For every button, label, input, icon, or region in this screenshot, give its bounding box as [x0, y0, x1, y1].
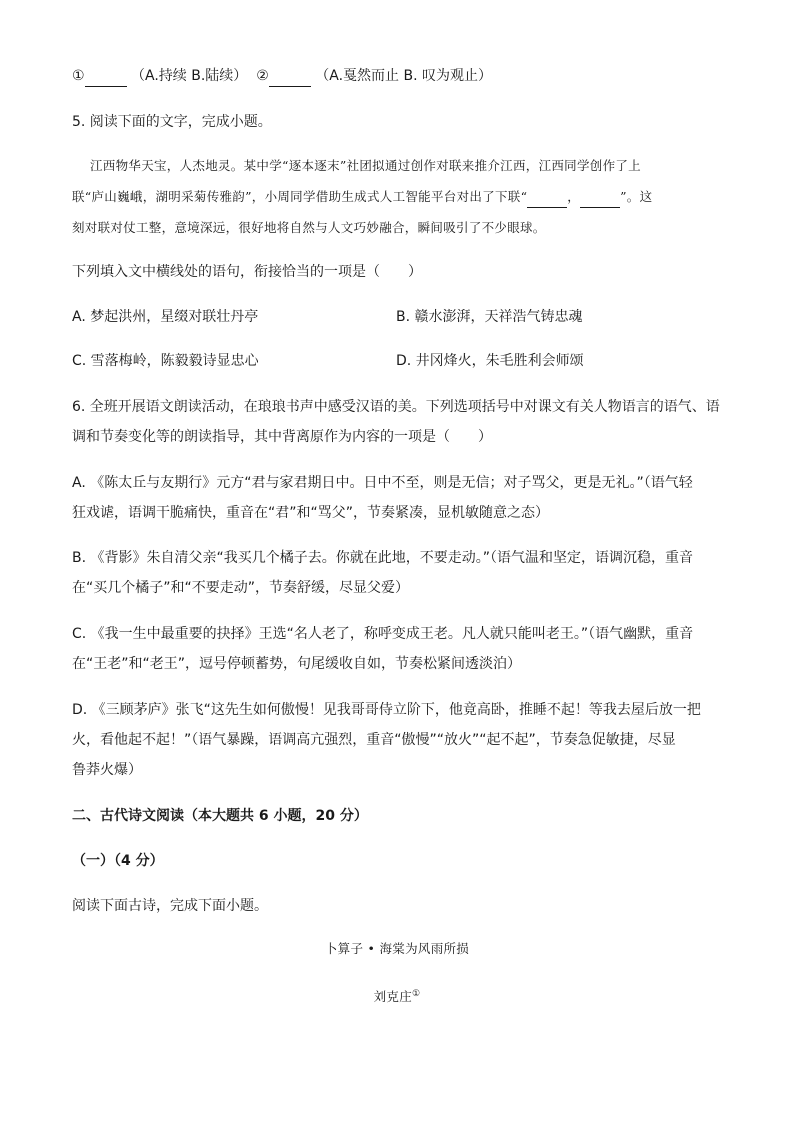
- q6-option-d-line-1[interactable]: D. 《三顾茅庐》张飞“这先生如何傲慢！见我哥哥侍立阶下，他竟高卧，推睡不起！等我去屋后放一把: [72, 702, 701, 718]
- q6-stem-line-1: 6. 全班开展语文朗读活动，在琅琅书声中感受汉语的美。下列选项括号中对课文有关人物语言的语气、语: [72, 399, 720, 415]
- q5-option-a[interactable]: A. 梦起洪州，星缀对联壮丹亭: [72, 309, 259, 325]
- q5-passage-line-2: [72, 187, 652, 208]
- blank-2-options: （A.戛然而止 B. 叹为观止）: [315, 68, 492, 84]
- q5-passage-separator: ，: [567, 189, 581, 204]
- blank-2: [269, 66, 311, 87]
- q4-blank-line: [72, 66, 492, 87]
- section-2-subheading: （一）（4 分）: [72, 853, 164, 869]
- q5-options-row-1: [72, 307, 722, 327]
- q6-option-d-line-2: 火，看他起不起！”（语气暴躁，语调高亢强烈，重音“傲慢”“放火”“起不起”，节奏急促敏捷，尽显: [72, 732, 676, 748]
- section-2-heading: 二、古代诗文阅读（本大题共 6 小题，20 分）: [72, 808, 368, 824]
- q5-question: 下列填入文中横线处的语句，衔接恰当的一项是（ ）: [72, 264, 422, 280]
- footnote-marker: ①: [412, 989, 421, 999]
- q6-option-c-line-2: 在“王老”和“老王”，逗号停顿蓄势，句尾缓收自如，节奏松紧间透淡泊）: [72, 656, 522, 672]
- couplet-blank-2: [580, 187, 620, 208]
- q5-passage-line-1: 江西物华天宝，人杰地灵。某中学“逐本逐末”社团拟通过创作对联来推介江西，江西同学创作了上: [90, 158, 641, 173]
- q6-option-a-line-1[interactable]: A. 《陈太丘与友期行》元方“君与家君期日中。日中不至，则是无信；对子骂父，更是无礼。”（语气轻: [72, 475, 693, 491]
- q6-option-b-line-2: 在“买几个橘子”和“不要走动”，节奏舒缓，尽显父爱）: [72, 580, 410, 596]
- blank-2-marker: ②: [256, 68, 269, 84]
- q5-passage-text: 联“庐山巍峨，湖明采菊传雅韵”，小周同学借助生成式人工智能平台对出了下联“: [72, 189, 528, 204]
- couplet-blank-1: [527, 187, 567, 208]
- q5-stem: 5. 阅读下面的文字，完成小题。: [72, 114, 272, 130]
- q6-stem-line-2: 调和节奏变化等的朗读指导，其中背离原作为内容的一项是（ ）: [72, 429, 492, 445]
- blank-1: [85, 66, 127, 87]
- poem-instruction: 阅读下面古诗，完成下面小题。: [72, 898, 268, 914]
- q6-option-b-line-1[interactable]: B. 《背影》朱自清父亲“我买几个橘子去。你就在此地，不要走动。”（语气温和坚定，语调沉稳，重音: [72, 550, 694, 566]
- poem-title: 卜算子 • 海棠为风雨所损: [324, 941, 470, 956]
- q5-passage-end: ”。这: [620, 189, 653, 204]
- q5-option-d[interactable]: D. 井冈烽火，朱毛胜利会师颂: [396, 353, 584, 369]
- q5-option-b[interactable]: B. 赣水澎湃，天祥浩气铸忠魂: [396, 309, 583, 325]
- q6-option-d-line-3: 鲁莽火爆）: [72, 762, 142, 778]
- blank-1-marker: ①: [72, 68, 85, 84]
- q5-options-row-2: [72, 351, 722, 371]
- q5-option-c[interactable]: C. 雪落梅岭，陈毅毅诗显忠心: [72, 353, 259, 369]
- q6-option-a-line-2: 狂戏谑，语调干脆痛快，重音在“君”和“骂父”，节奏紧凑，显机敏随意之态）: [72, 505, 550, 521]
- q6-option-c-line-1[interactable]: C. 《我一生中最重要的抉择》王选“名人老了，称呼变成王老。凡人就只能叫老王。”（语气幽默，重音: [72, 626, 694, 642]
- q5-passage-line-3: 刻对联对仗工整，意境深远，很好地将自然与人文巧妙融合，瞬间吸引了不少眼球。: [72, 220, 546, 235]
- blank-1-options: （A.持续 B.陆续）: [131, 68, 248, 84]
- poem-author: 刘克庄: [373, 989, 413, 1005]
- poem-author-line: [0, 984, 794, 1007]
